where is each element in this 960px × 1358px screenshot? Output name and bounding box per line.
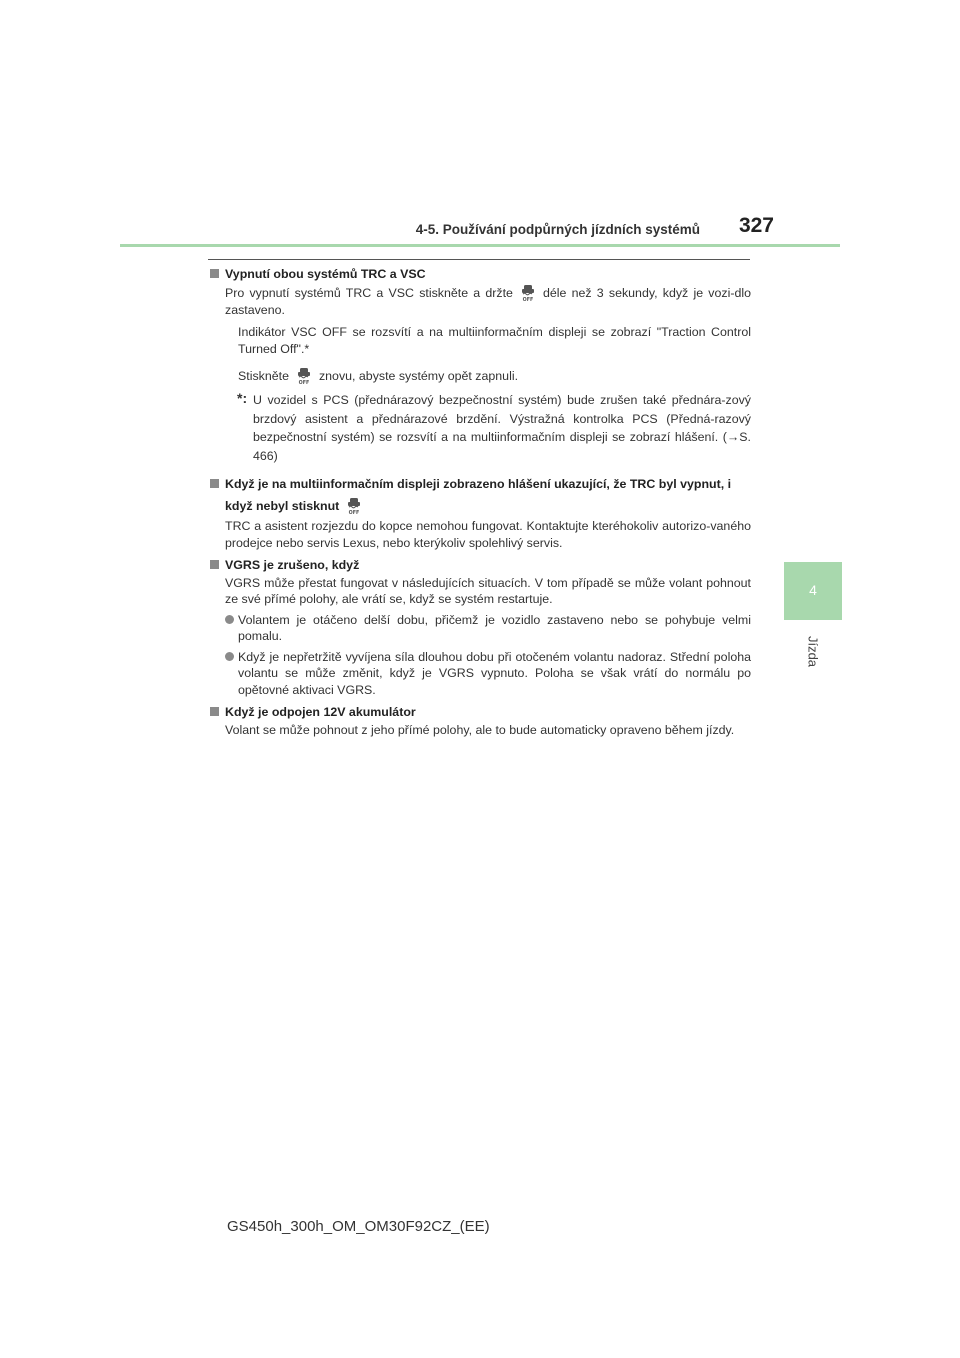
section-vgrs-cancelled bbox=[209, 557, 751, 698]
content-divider bbox=[208, 259, 750, 260]
chapter-number: 4 bbox=[809, 582, 817, 598]
section-heading: Vypnutí obou systémů TRC a VSC bbox=[209, 266, 751, 283]
document-code: GS450h_300h_OM_OM30F92CZ_(EE) bbox=[227, 1218, 490, 1235]
square-bullet-icon bbox=[210, 707, 219, 716]
paragraph: Volant se může pohnout z jeho přímé polohy, ale to bude automaticky opraveno během jízdy. bbox=[225, 722, 735, 737]
square-bullet-icon bbox=[210, 269, 219, 278]
header-divider bbox=[120, 244, 840, 247]
round-bullet-icon bbox=[225, 652, 234, 661]
paragraph: Pro vypnutí systémů TRC a VSC stiskněte a držte OFF déle než 3 sekundy, když je vozi-dlo zastaveno. bbox=[225, 285, 751, 317]
section-battery-disconnected bbox=[209, 704, 751, 738]
footnote: *: U vozidel s PCS (přednárazový bezpečnostní systém) bude zrušen také přednára-zový brzdový asistent a přednárazové brzdění. Výstražná kontrolka PCS (Předná-razový bezpečnostní systém) se rozsvítí a na multiinformačním displeji se zobrazí hlášení. (→S. 466) bbox=[237, 390, 751, 463]
footnote-mark: *: bbox=[237, 390, 248, 406]
section-heading: VGRS je zrušeno, když bbox=[209, 557, 751, 574]
svg-text:OFF: OFF bbox=[348, 511, 360, 515]
section-trc-message bbox=[209, 473, 751, 551]
chapter-label: Jízda bbox=[805, 635, 821, 668]
paragraph: TRC a asistent rozjezdu do kopce nemohou fungovat. Kontaktujte kteréhokoliv autorizo-vaného prodejce nebo servis Lexus, nebo kterýkoliv spolehlivý servis. bbox=[225, 519, 751, 550]
page-number: 327 bbox=[738, 214, 774, 237]
chapter-tab bbox=[784, 562, 842, 620]
vsc-off-icon bbox=[345, 497, 363, 515]
section-heading: Když je odpojen 12V akumulátor bbox=[209, 704, 751, 721]
indicator-text: Indikátor VSC OFF se rozsvítí a na multiinformačním displeji se zobrazí "Traction Control Turned Off".* bbox=[238, 325, 751, 356]
chapter-label-wrap bbox=[803, 632, 823, 672]
list-item: Volantem je otáčeno delší dobu, přičemž je vozidlo zastaveno nebo se pohybuje velmi pomalu. bbox=[209, 612, 751, 645]
square-bullet-icon bbox=[210, 560, 219, 569]
paragraph: VGRS může přestat fungovat v následujících situacích. V tom případě se může volant pohnout ze své přímé polohy, ale vrátí se, když se systém restartuje. bbox=[225, 575, 751, 606]
page-header bbox=[120, 214, 840, 246]
list-item: Když je nepřetržitě vyvíjena síla dlouhou dobu při otočeném volantu nadoraz. Střední poloha volantu se může změnit, když je VGRS vypnuto. Poloha se však vrátí do normálu po opětovné aktivaci VGRS. bbox=[209, 649, 751, 699]
square-bullet-icon bbox=[210, 479, 219, 488]
round-bullet-icon bbox=[225, 615, 234, 624]
vsc-off-icon bbox=[295, 367, 313, 385]
page-content bbox=[209, 266, 751, 744]
section-title: 4-5. Používání podpůrných jízdních systémů bbox=[415, 222, 700, 237]
vsc-off-icon bbox=[519, 284, 537, 302]
section-heading: Když je na multiinformačním displeji zobrazeno hlášení ukazující, že TRC byl vypnut, i když nebyl stisknut OFF bbox=[209, 473, 751, 517]
svg-text:OFF: OFF bbox=[298, 381, 310, 385]
section-trc-vsc-off bbox=[209, 266, 751, 465]
svg-text:OFF: OFF bbox=[522, 297, 534, 302]
press-again-text: Stiskněte OFF znovu, abyste systémy opět zapnuli. bbox=[238, 369, 519, 385]
